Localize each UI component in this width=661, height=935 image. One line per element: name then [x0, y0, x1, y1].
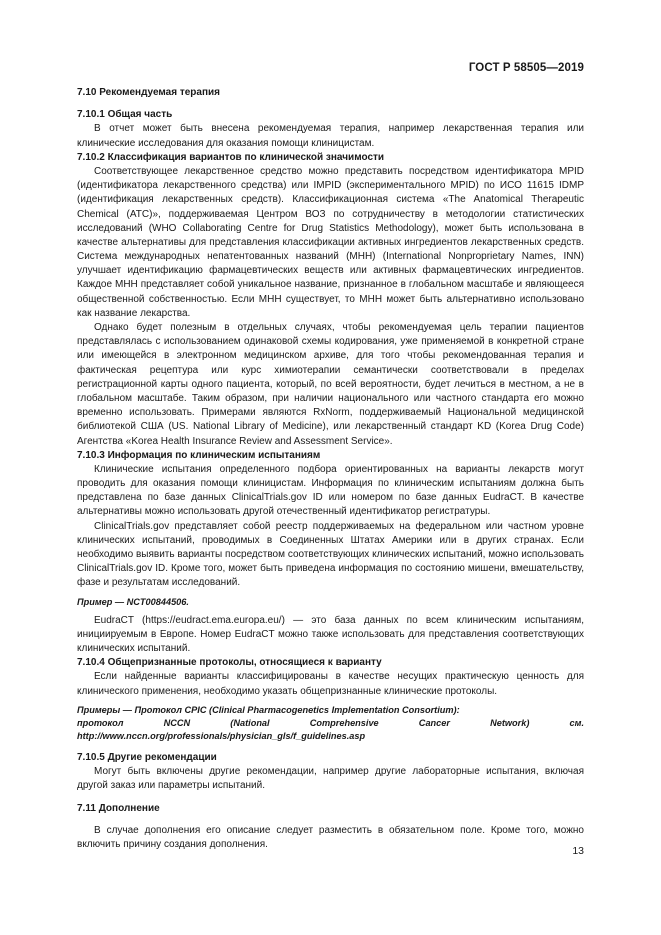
section-7-11-paragraph: В случае дополнения его описание следует разместить в обязательном поле. Кроме того, можно включить причину создания дополнения.	[77, 824, 584, 850]
section-7-10-2-title: 7.10.2 Классификация вариантов по клинической значимости	[77, 151, 385, 163]
section-7-10-4-example-1: Примеры — Протокол CPIC (Clinical Pharmacogenetics Implementation Consortium):	[77, 704, 460, 715]
section-7-10-3-title: 7.10.3 Информация по клиническим испытаниям	[77, 449, 321, 461]
section-7-10-2-paragraph-2: Однако будет полезным в отдельных случаях, чтобы рекомендуемая цель терапии пациентов представлялась с использованием одинаковой схемы кодирования, уже применяемой в конкретной стране или имеющейся в электронном медицинском архиве, для того чтобы рекомендованная терапия и фактическая рецептура или курс химиотерапии семантически соответствовали в пределах регистрационной карты одного пациента, который, по всей вероятности, будет лечиться в местном, а не в глобальном масштабе. Таким образом, при наличии национального или частного стандарта его можно временно использовать. Примерами являются RxNorm, поддерживаемый Национальной медицинской библиотекой США (US. National Library of Medicine), или лекарственный стандарт KD (Korea Drug Code) Агентства «Korea Health Insurance Review and Assessment Service».	[77, 322, 584, 447]
section-7-10-2-paragraph-1: Соответствующее лекарственное средство можно представить посредством идентификатора MPID (идентификатора лекарственного средства) или IMPID (экспериментального MPID) по ИСО 11615 IDMP (идентификация лекарственных средств). Классификационная система «The Anatomical Therapeutic Chemical (ATC)», поддерживаемая Центром ВОЗ по сотрудничеству в методологии статистических исследований (WHO Collaborating Centre for Drug Statistics Methodology), может быть использована в качестве альтернативы для представления классификации активных ингредиентов лекарственных средств. Система международных непатентованных названий (МНН) (International Nonproprietary Names, INN) улучшает идентификацию фармацевтических веществ или активных фармацевтических ингредиентов. Каждое МНН представляет собой уникальное название, признанное в глобальном масштабе и являющееся общественной собственностью. Если МНН существует, то МНН может быть альтернативно использовано как название лекарства.	[77, 165, 584, 319]
section-7-10-3-paragraph-3: EudraCT (https://eudract.ema.europa.eu/) — это база данных по всем клиническим испытаниям, инициируемым в Европе. Номер EudraCT можно также использовать для представления соответствующих клинических испытаний.	[77, 614, 584, 654]
section-7-10-4-paragraph: Если найденные варианты классифицированы в качестве несущих практическую ценность для клинического применения, необходимо указать общепризнанные клинические протоколы.	[77, 671, 584, 697]
section-7-10-1-paragraph: В отчет может быть внесена рекомендуемая терапия, например лекарственная терапия или клинические исследования для оказания помощи клиницистам.	[77, 123, 584, 149]
section-7-11-title: 7.11 Дополнение	[77, 802, 160, 814]
page-number: 13	[572, 845, 584, 857]
section-7-10-4-example-2: протокол NCCN (National Comprehensive Cancer Network) см. http://www.nccn.org/professionals/physician_gls/f_guidelines.asp	[77, 717, 584, 741]
page-content	[77, 86, 584, 852]
section-7-10-4-title: 7.10.4 Общепризнанные протоколы, относящиеся к варианту	[77, 657, 382, 669]
section-7-10-5-paragraph: Могут быть включены другие рекомендации, например другие лабораторные испытания, включая другой заказ или параметры испытаний.	[77, 766, 584, 792]
section-7-10-1-title: 7.10.1 Общая часть	[77, 109, 173, 121]
standard-number: ГОСТ Р 58505—2019	[468, 62, 584, 74]
section-7-10-5-title: 7.10.5 Другие рекомендации	[77, 751, 217, 763]
section-7-10-3-paragraph-1: Клинические испытания определенного подбора ориентированных на варианты лекарств могут проводить для оказания помощи клиницистам. Информация по клиническим испытаниям должна быть представлена по базе данных ClinicalTrials.gov ID или номером по базе данных EudraCT. В качестве альтернативы можно использовать другой отечественный идентификатор регистратуры.	[77, 463, 584, 518]
section-7-10-title: 7.10 Рекомендуемая терапия	[77, 87, 220, 98]
section-7-10-3-paragraph-2: ClinicalTrials.gov представляет собой реестр поддерживаемых на федеральном или частном уровне клинических испытаний, проводимых в Соединенных Штатах Америки или в других странах. Если необходимо выявить варианты посредством соответствующих клинических испытаний, можно использовать ClinicalTrials.gov ID. Кроме того, может быть приведена информация по состоянию мишени, вмешательству, фазе и результатам исследований.	[77, 520, 584, 589]
section-7-10-3-example: Пример — NCT00844506.	[77, 596, 189, 607]
